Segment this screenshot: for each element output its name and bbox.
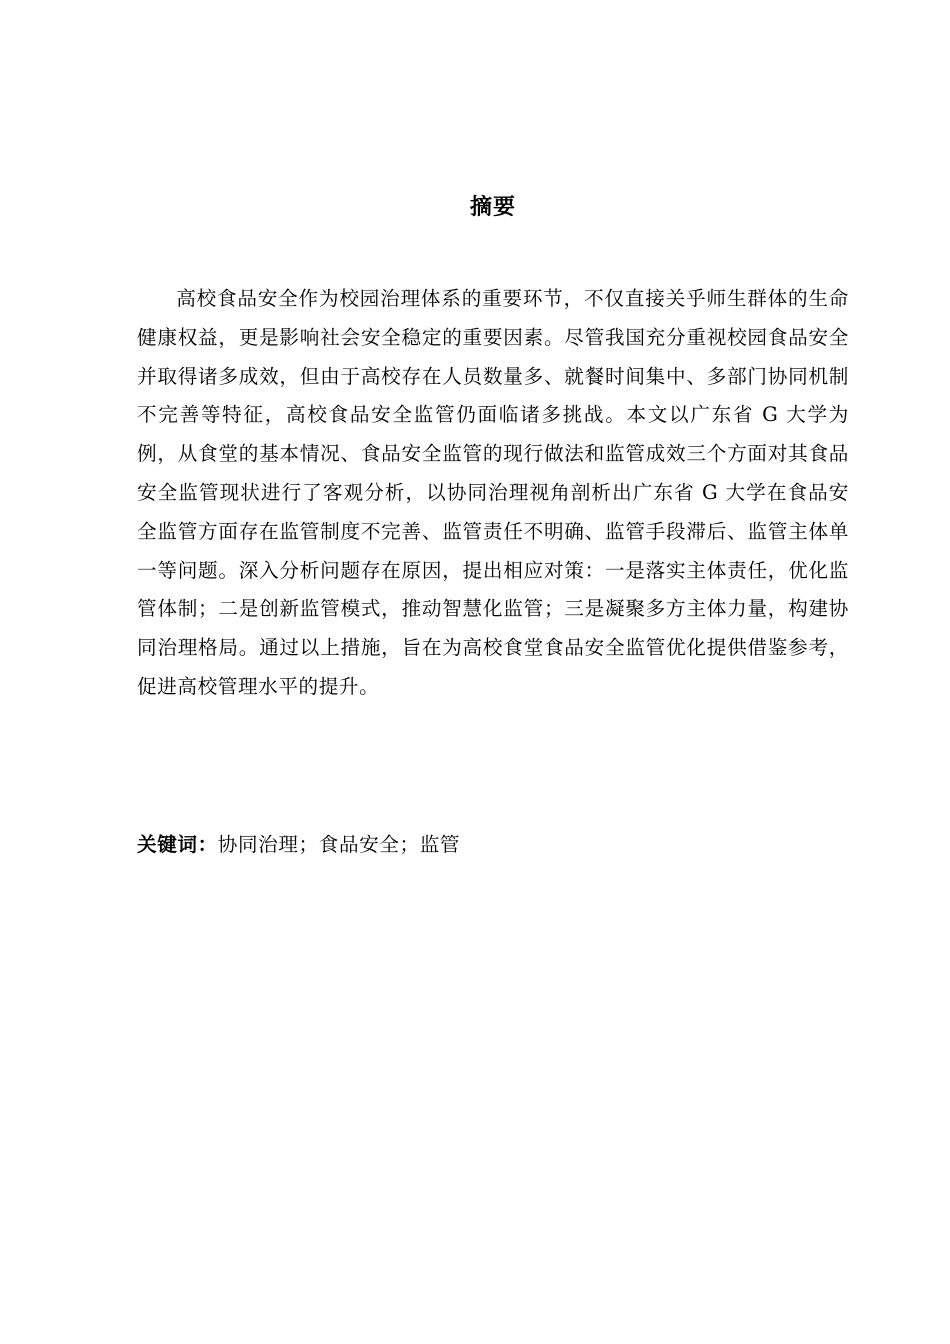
keywords-line [137,826,849,864]
abstract-body: 高校食品安全作为校园治理体系的重要环节，不仅直接关乎师生群体的生命健康权益，更是影响社会安全稳定的重要因素。尽管我国充分重视校园食品安全并取得诸多成效，但由于高校存在人员数量多、就餐时间集中、多部门协同机制不完善等特征，高校食品安全监管仍面临诸多挑战。本文以广东省 G 大学为例，从食堂的基本情况、食品安全监管的现行做法和监管成效三个方面对其食品安全监管现状进行了客观分析，以协同治理视角剖析出广东省 G 大学在食品安全监管方面存在监管制度不完善、监管责任不明确、监管手段滞后、监管主体单一等问题。深入分析问题存在原因，提出相应对策：一是落实主体责任，优化监管体制；二是创新监管模式，推动智慧化监管；三是凝聚多方主体力量，构建协同治理格局。通过以上措施，旨在为高校食堂食品安全监管优化提供借鉴参考，促进高校管理水平的提升。 [137,287,849,698]
keywords-value: 协同治理；食品安全；监管 [217,833,461,856]
keywords-label: 关键词： [137,833,218,856]
abstract-title: 摘要 [469,195,516,220]
